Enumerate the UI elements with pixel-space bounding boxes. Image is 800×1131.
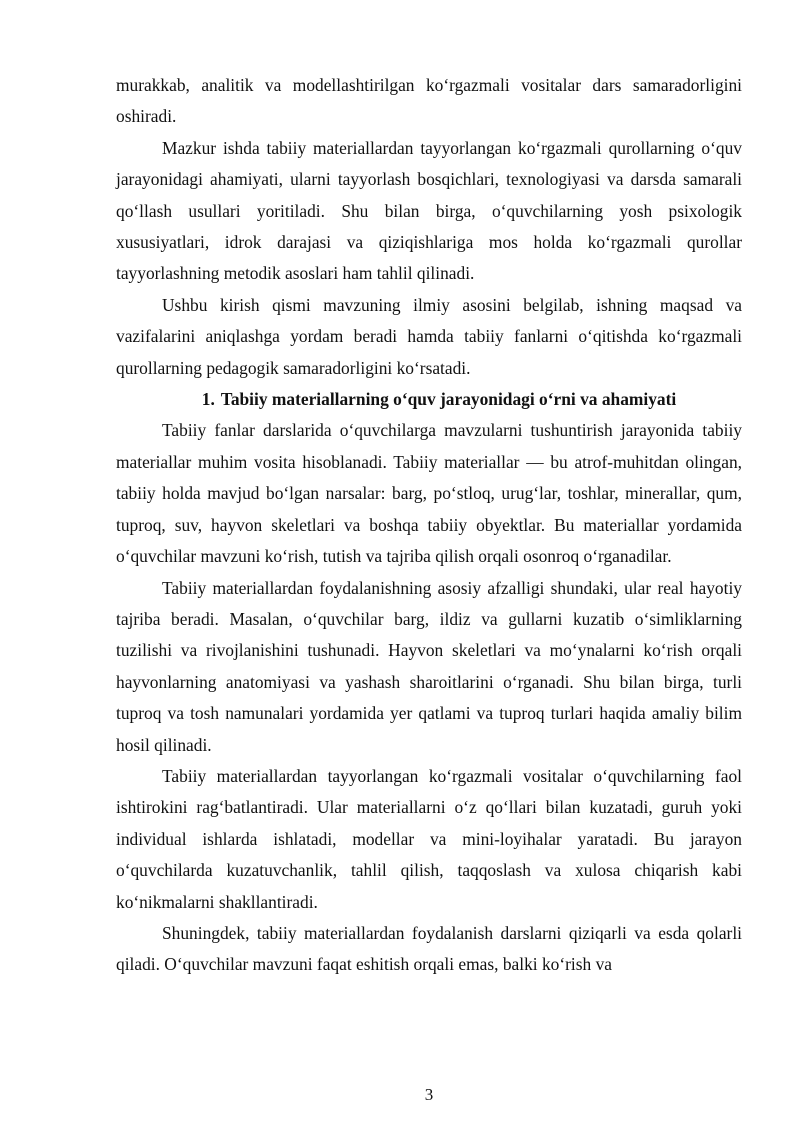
- section-heading: [116, 384, 742, 415]
- paragraph-interesting-lessons: Shuningdek, tabiiy materiallardan foydalanish darslarni qiziqarli va esda qolarli qiladi. O‘quvchilar mavzuni faqat eshitish orqali emas, balki ko‘rish va: [116, 922, 742, 975]
- document-page: [116, 70, 742, 981]
- paragraph-advantages: Tabiiy materiallardan foydalanishning asosiy afzalligi shundaki, ular real hayotiy tajriba beradi. Masalan, o‘quvchilar barg, ildiz va gullarni kuzatib o‘simliklarning tuzilishi va rivojlanishini tushunadi. Hayvon skeletlari va mo‘ynalarni ko‘rish orqali hayvonlarning anatomiyasi va yashash sharoitlarini o‘rganadi. Shu bilan birga, turli tuproq va tosh namunalari yordamida yer qatlami va tuproq turlari haqida amaliy bilim hosil qilinadi.: [116, 577, 742, 755]
- page-number: 3: [424, 1085, 434, 1104]
- paragraph-introduction-summary: Ushbu kirish qismi mavzuning ilmiy asosini belgilab, ishning maqsad va vazifalarini aniqlashga yordam beradi hamda tabiiy fanlarni o‘qitishda ko‘rgazmali qurollarning pedagogik samaradorligini ko‘rsatadi.: [116, 294, 742, 378]
- paragraph-active-participation: Tabiiy materiallardan tayyorlangan ko‘rgazmali vositalar o‘quvchilarning faol ishtirokini rag‘batlantiradi. Ular materiallarni o‘z qo‘llari bilan kuzatadi, guruh yoki individual ishlarda ishlatadi, modellar va mini-loyihalar yaratadi. Bu jarayon o‘quvchilarda kuzatuvchanlik, tahlil qilish, taqqoslash va xulosa chiqarish kabi ko‘nikmalarni shakllantiradi.: [116, 765, 742, 912]
- paragraph-natural-materials: Tabiiy fanlar darslarida o‘quvchilarga mavzularni tushuntirish jarayonida tabiiy materiallar muhim vosita hisoblanadi. Tabiiy materiallar — bu atrof-muhitdan olingan, tabiiy holda mavjud bo‘lgan narsalar: barg, po‘stloq, urug‘lar, toshlar, minerallar, qum, tuproq, suv, hayvon skeletlari va boshqa tabiiy obyektlar. Bu materiallar yordamida o‘quvchilar mavzuni ko‘rish, tutish va tajriba qilish orqali osonroq o‘rganadilar.: [116, 420, 742, 567]
- section-number: 1.: [201, 389, 215, 410]
- paragraph-aim: Mazkur ishda tabiiy materiallardan tayyorlangan ko‘rgazmali qurollarning o‘quv jarayonidagi ahamiyati, ularni tayyorlash bosqichlari, texnologiyasi va darsda samarali qo‘llash usullari yoritiladi. Shu bilan birga, o‘quvchilarning yosh psixologik xususiyatlari, idrok darajasi va qiziqishlariga mos holda ko‘rgazmali qurollar tayyorlashning metodik asoslari ham tahlil qilinadi.: [116, 137, 742, 284]
- section-title: Tabiiy materiallarning o‘quv jarayonidagi o‘rni va ahamiyati: [220, 389, 677, 410]
- paragraph-continuation: murakkab, analitik va modellashtirilgan ko‘rgazmali vositalar dars samaradorligini oshiradi.: [116, 75, 742, 127]
